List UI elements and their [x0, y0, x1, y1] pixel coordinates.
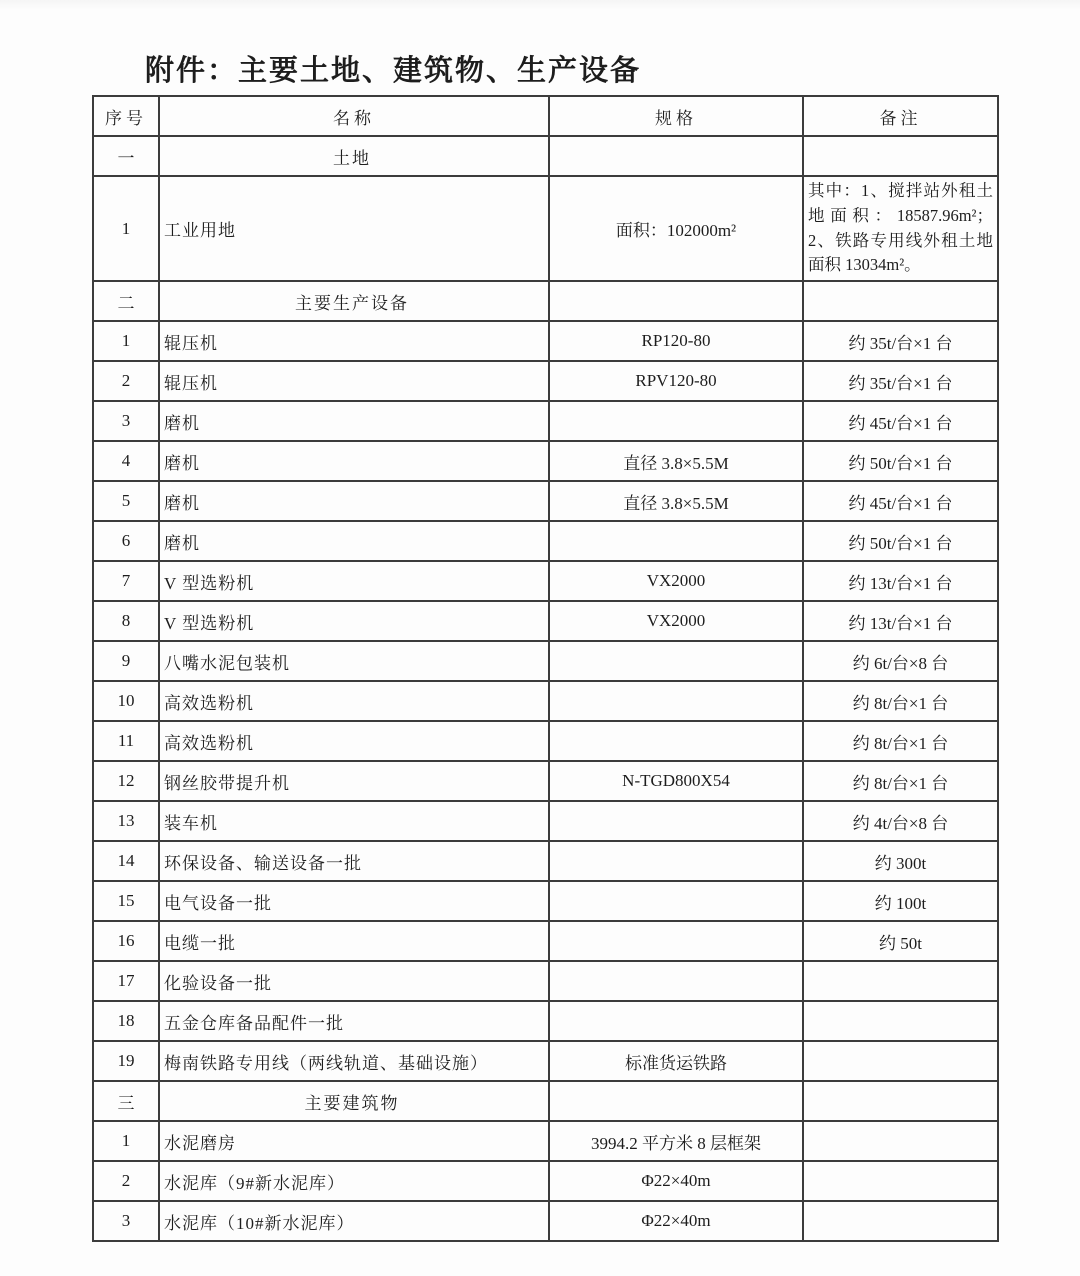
- section-row: [93, 1081, 998, 1121]
- cell-note: [803, 1161, 998, 1201]
- cell-no: 7: [93, 561, 159, 601]
- cell-spec: [549, 841, 803, 881]
- cell-name: V 型选粉机: [159, 561, 549, 601]
- table-row: [93, 176, 998, 281]
- cell-note: 约 8t/台×1 台: [803, 681, 998, 721]
- cell-no: 8: [93, 601, 159, 641]
- cell-spec: [549, 921, 803, 961]
- cell-note: 约 35t/台×1 台: [803, 321, 998, 361]
- cell-spec: [549, 961, 803, 1001]
- cell-name: 化验设备一批: [159, 961, 549, 1001]
- cell-spec: [549, 401, 803, 441]
- table-row: [93, 561, 998, 601]
- cell-name: 电气设备一批: [159, 881, 549, 921]
- cell-spec: [549, 721, 803, 761]
- cell-spec: 标准货运铁路: [549, 1041, 803, 1081]
- cell-note: 约 50t/台×1 台: [803, 441, 998, 481]
- cell-note: [803, 1201, 998, 1241]
- cell-name: 辊压机: [159, 361, 549, 401]
- cell-spec: 直径 3.8×5.5M: [549, 441, 803, 481]
- cell-name: 八嘴水泥包装机: [159, 641, 549, 681]
- table-row: [93, 1201, 998, 1241]
- cell-spec: Φ22×40m: [549, 1201, 803, 1241]
- cell-no: 17: [93, 961, 159, 1001]
- table-body: [93, 136, 998, 1241]
- cell-name: 装车机: [159, 801, 549, 841]
- table-header-row: [93, 96, 998, 136]
- cell-name: 梅南铁路专用线（两线轨道、基础设施）: [159, 1041, 549, 1081]
- cell-name: 磨机: [159, 401, 549, 441]
- cell-note: 约 13t/台×1 台: [803, 561, 998, 601]
- cell-name: 磨机: [159, 521, 549, 561]
- table-row: [93, 401, 998, 441]
- table-row: [93, 761, 998, 801]
- cell-spec: [549, 1081, 803, 1121]
- cell-note: 约 45t/台×1 台: [803, 401, 998, 441]
- cell-no: 4: [93, 441, 159, 481]
- table-row: [93, 881, 998, 921]
- cell-note: 约 50t: [803, 921, 998, 961]
- cell-name: 主要建筑物: [159, 1081, 549, 1121]
- cell-no: 三: [93, 1081, 159, 1121]
- cell-note: 约 35t/台×1 台: [803, 361, 998, 401]
- cell-note: 约 300t: [803, 841, 998, 881]
- cell-note: 约 45t/台×1 台: [803, 481, 998, 521]
- cell-note: 其中：1、搅拌站外租土地面积：18587.96m²；2、铁路专用线外租土地面积 13034m²。: [803, 176, 998, 281]
- cell-name: 水泥库（9#新水泥库）: [159, 1161, 549, 1201]
- table-row: [93, 921, 998, 961]
- col-header-no: 序号: [93, 96, 159, 136]
- table-row: [93, 1001, 998, 1041]
- cell-no: 15: [93, 881, 159, 921]
- cell-name: 土地: [159, 136, 549, 176]
- cell-no: 6: [93, 521, 159, 561]
- table-row: [93, 321, 998, 361]
- cell-spec: [549, 521, 803, 561]
- cell-name: 水泥库（10#新水泥库）: [159, 1201, 549, 1241]
- table-row: [93, 361, 998, 401]
- cell-spec: RP120-80: [549, 321, 803, 361]
- page-title: 附件：主要土地、建筑物、生产设备: [145, 55, 642, 87]
- cell-note: 约 100t: [803, 881, 998, 921]
- cell-name: 工业用地: [159, 176, 549, 281]
- cell-spec: VX2000: [549, 601, 803, 641]
- cell-note: 约 13t/台×1 台: [803, 601, 998, 641]
- cell-no: 2: [93, 361, 159, 401]
- cell-spec: RPV120-80: [549, 361, 803, 401]
- table-row: [93, 841, 998, 881]
- table-row: [93, 721, 998, 761]
- cell-spec: [549, 881, 803, 921]
- cell-note: [803, 281, 998, 321]
- cell-name: 辊压机: [159, 321, 549, 361]
- cell-note: [803, 136, 998, 176]
- table-row: [93, 801, 998, 841]
- cell-no: 一: [93, 136, 159, 176]
- cell-spec: 面积：102000m²: [549, 176, 803, 281]
- cell-note: [803, 1121, 998, 1161]
- cell-no: 1: [93, 176, 159, 281]
- section-row: [93, 136, 998, 176]
- cell-name: 磨机: [159, 441, 549, 481]
- cell-note: 约 50t/台×1 台: [803, 521, 998, 561]
- table-row: [93, 481, 998, 521]
- cell-no: 19: [93, 1041, 159, 1081]
- col-header-spec: 规格: [549, 96, 803, 136]
- cell-no: 3: [93, 401, 159, 441]
- cell-no: 16: [93, 921, 159, 961]
- cell-note: 约 8t/台×1 台: [803, 721, 998, 761]
- cell-spec: [549, 1001, 803, 1041]
- cell-note: 约 6t/台×8 台: [803, 641, 998, 681]
- cell-no: 14: [93, 841, 159, 881]
- cell-spec: N-TGD800X54: [549, 761, 803, 801]
- section-row: [93, 281, 998, 321]
- cell-name: 钢丝胶带提升机: [159, 761, 549, 801]
- table-row: [93, 521, 998, 561]
- cell-spec: [549, 801, 803, 841]
- cell-note: [803, 1001, 998, 1041]
- cell-name: 环保设备、输送设备一批: [159, 841, 549, 881]
- cell-no: 2: [93, 1161, 159, 1201]
- cell-no: 12: [93, 761, 159, 801]
- cell-no: 3: [93, 1201, 159, 1241]
- cell-name: 主要生产设备: [159, 281, 549, 321]
- cell-spec: Φ22×40m: [549, 1161, 803, 1201]
- cell-note: [803, 961, 998, 1001]
- cell-name: 高效选粉机: [159, 721, 549, 761]
- cell-no: 11: [93, 721, 159, 761]
- table-row: [93, 1161, 998, 1201]
- cell-spec: 3994.2 平方米 8 层框架: [549, 1121, 803, 1161]
- cell-name: 电缆一批: [159, 921, 549, 961]
- cell-name: 磨机: [159, 481, 549, 521]
- assets-table: [92, 95, 999, 1242]
- cell-name: 五金仓库备品配件一批: [159, 1001, 549, 1041]
- cell-spec: VX2000: [549, 561, 803, 601]
- cell-spec: [549, 281, 803, 321]
- cell-note: [803, 1041, 998, 1081]
- cell-spec: [549, 641, 803, 681]
- cell-note: [803, 1081, 998, 1121]
- table-row: [93, 641, 998, 681]
- cell-no: 1: [93, 321, 159, 361]
- cell-note: 约 4t/台×8 台: [803, 801, 998, 841]
- cell-no: 13: [93, 801, 159, 841]
- table-row: [93, 601, 998, 641]
- cell-no: 二: [93, 281, 159, 321]
- cell-name: 水泥磨房: [159, 1121, 549, 1161]
- table-row: [93, 441, 998, 481]
- col-header-name: 名称: [159, 96, 549, 136]
- cell-no: 5: [93, 481, 159, 521]
- cell-spec: [549, 681, 803, 721]
- cell-spec: 直径 3.8×5.5M: [549, 481, 803, 521]
- col-header-note: 备注: [803, 96, 998, 136]
- cell-no: 1: [93, 1121, 159, 1161]
- cell-spec: [549, 136, 803, 176]
- cell-no: 18: [93, 1001, 159, 1041]
- cell-no: 10: [93, 681, 159, 721]
- cell-no: 9: [93, 641, 159, 681]
- cell-name: V 型选粉机: [159, 601, 549, 641]
- table-row: [93, 681, 998, 721]
- table-row: [93, 1041, 998, 1081]
- table-row: [93, 1121, 998, 1161]
- cell-name: 高效选粉机: [159, 681, 549, 721]
- table-row: [93, 961, 998, 1001]
- cell-note: 约 8t/台×1 台: [803, 761, 998, 801]
